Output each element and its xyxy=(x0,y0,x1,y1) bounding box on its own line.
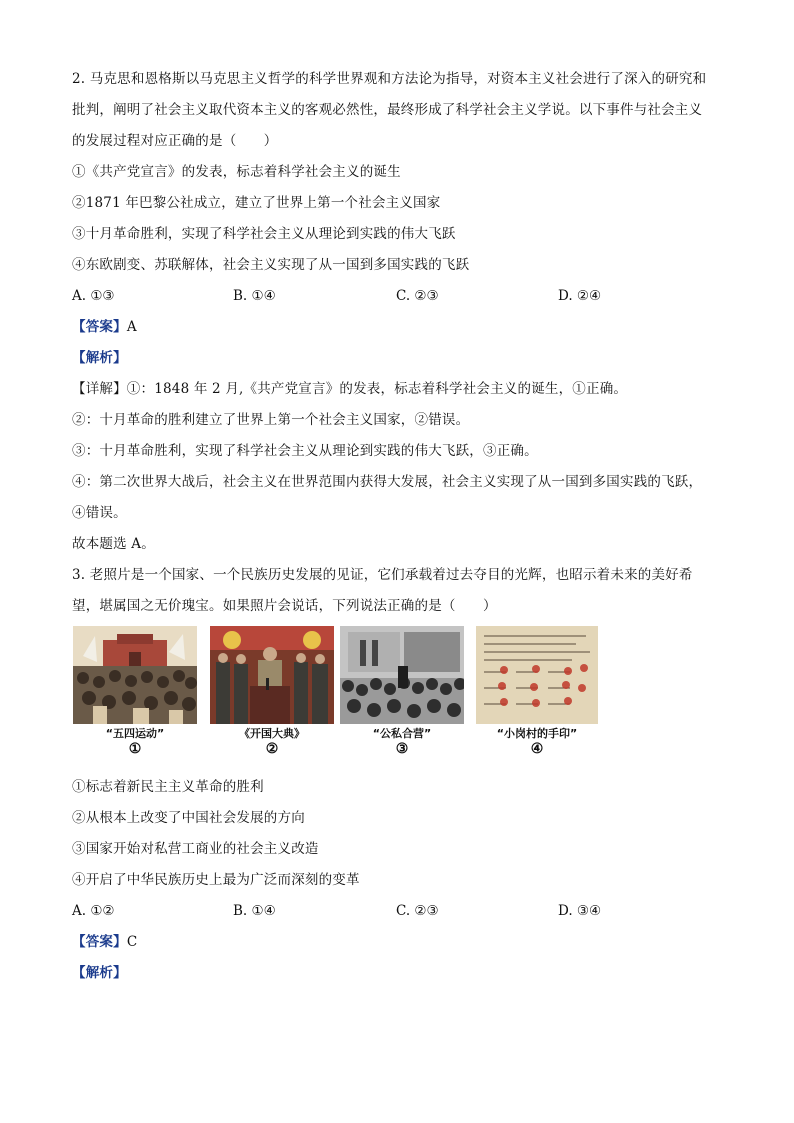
photo-number: ④ xyxy=(530,741,544,757)
photo-xiaogang-fingerprints xyxy=(476,626,598,757)
q2-item-4: ④东欧剧变、苏联解体，社会主义实现了从一国到多国实践的飞跃 xyxy=(72,257,470,273)
q3-option-b: B. ①④ xyxy=(233,903,276,919)
public-private-photo-image xyxy=(340,626,464,724)
q3-answer xyxy=(72,927,732,958)
q2-item-1: ①《共产党宣言》的发表，标志着科学社会主义的诞生 xyxy=(72,164,401,180)
q2-detail-line-4: ④：第二次世界大战后，社会主义在世界范围内获得大发展，社会主义实现了从一国到多国实践的飞跃， xyxy=(72,474,703,490)
q3-options xyxy=(72,896,732,927)
photo-founding-ceremony xyxy=(210,626,334,757)
q2-detail-line-1: 【详解】①：1848 年 2 月,《共产党宣言》的发表，标志着科学社会主义的诞生，①正确。 xyxy=(72,381,628,397)
founding-ceremony-photo-image xyxy=(210,626,334,724)
q2-conclusion: 故本题选 A。 xyxy=(72,536,155,552)
q3-option-d: D. ③④ xyxy=(558,903,602,919)
analysis-tag: 【解析】 xyxy=(72,350,127,366)
q2-options xyxy=(72,281,732,312)
q3-stem-line-2: 望，堪属国之无价瑰宝。如果照片会说话，下列说法正确的是（ ） xyxy=(72,598,497,614)
q2-detail-line-2: ②：十月革命的胜利建立了世界上第一个社会主义国家，②错误。 xyxy=(72,412,470,428)
q3-item-3: ③国家开始对私营工商业的社会主义改造 xyxy=(72,841,319,857)
answer-tag: 【答案】 xyxy=(72,934,127,950)
q2-detail-line-3: ③：十月革命胜利，实现了科学社会主义从理论到实践的伟大飞跃，③正确。 xyxy=(72,443,538,459)
question-3 xyxy=(72,560,732,989)
photo-number: ② xyxy=(265,741,279,757)
q2-detail-line-5: ④错误。 xyxy=(72,505,127,521)
q3-option-c: C. ②③ xyxy=(396,903,439,919)
photo-number: ③ xyxy=(395,741,409,757)
q2-item-3: ③十月革命胜利，实现了科学社会主义从理论到实践的伟大飞跃 xyxy=(72,226,456,242)
photo-may-fourth xyxy=(73,626,197,757)
question-2 xyxy=(72,64,732,560)
q3-item-4: ④开启了中华民族历史上最为广泛而深刻的变革 xyxy=(72,872,360,888)
q2-option-a: A. ①③ xyxy=(72,288,115,304)
q3-photo-row xyxy=(72,626,732,768)
q2-option-b: B. ①④ xyxy=(233,288,276,304)
q3-option-a: A. ①② xyxy=(72,903,115,919)
q3-item-2: ②从根本上改变了中国社会发展的方向 xyxy=(72,810,305,826)
q3-stem-line-1: 3. 老照片是一个国家、一个民族历史发展的见证，它们承载着过去夺目的光辉，也昭示着未来的美好希 xyxy=(72,567,693,583)
photo-caption: “公私合营” xyxy=(372,727,432,740)
q2-option-c: C. ②③ xyxy=(396,288,439,304)
answer-tag: 【答案】 xyxy=(72,319,127,335)
q2-analysis xyxy=(72,343,732,374)
photo-caption: 《开国大典》 xyxy=(239,727,305,740)
xiaogang-fingerprint-photo-image xyxy=(476,626,598,724)
q2-answer xyxy=(72,312,732,343)
photo-caption: “小岗村的手印” xyxy=(496,727,578,740)
q2-stem-line-2: 批判，阐明了社会主义取代资本主义的客观必然性，最终形成了科学社会主义学说。以下事件与社会主义 xyxy=(72,102,703,118)
answer-value: C xyxy=(126,934,138,950)
may-fourth-photo-image xyxy=(73,626,197,724)
q2-option-d: D. ②④ xyxy=(558,288,602,304)
q2-stem-line-1: 2. 马克思和恩格斯以马克思主义哲学的科学世界观和方法论为指导，对资本主义社会进行了深入的研究和 xyxy=(72,71,707,87)
analysis-tag: 【解析】 xyxy=(72,965,127,981)
q3-analysis xyxy=(72,958,732,989)
q3-item-1: ①标志着新民主主义革命的胜利 xyxy=(72,779,264,795)
photo-number: ① xyxy=(128,741,142,757)
answer-value: A xyxy=(126,319,137,335)
q2-stem-line-3: 的发展过程对应正确的是（ ） xyxy=(72,133,278,149)
photo-caption: “五四运动” xyxy=(105,727,165,740)
document-page xyxy=(72,64,732,989)
q2-item-2: ②1871 年巴黎公社成立，建立了世界上第一个社会主义国家 xyxy=(72,195,441,211)
photo-public-private-partnership xyxy=(340,626,464,757)
